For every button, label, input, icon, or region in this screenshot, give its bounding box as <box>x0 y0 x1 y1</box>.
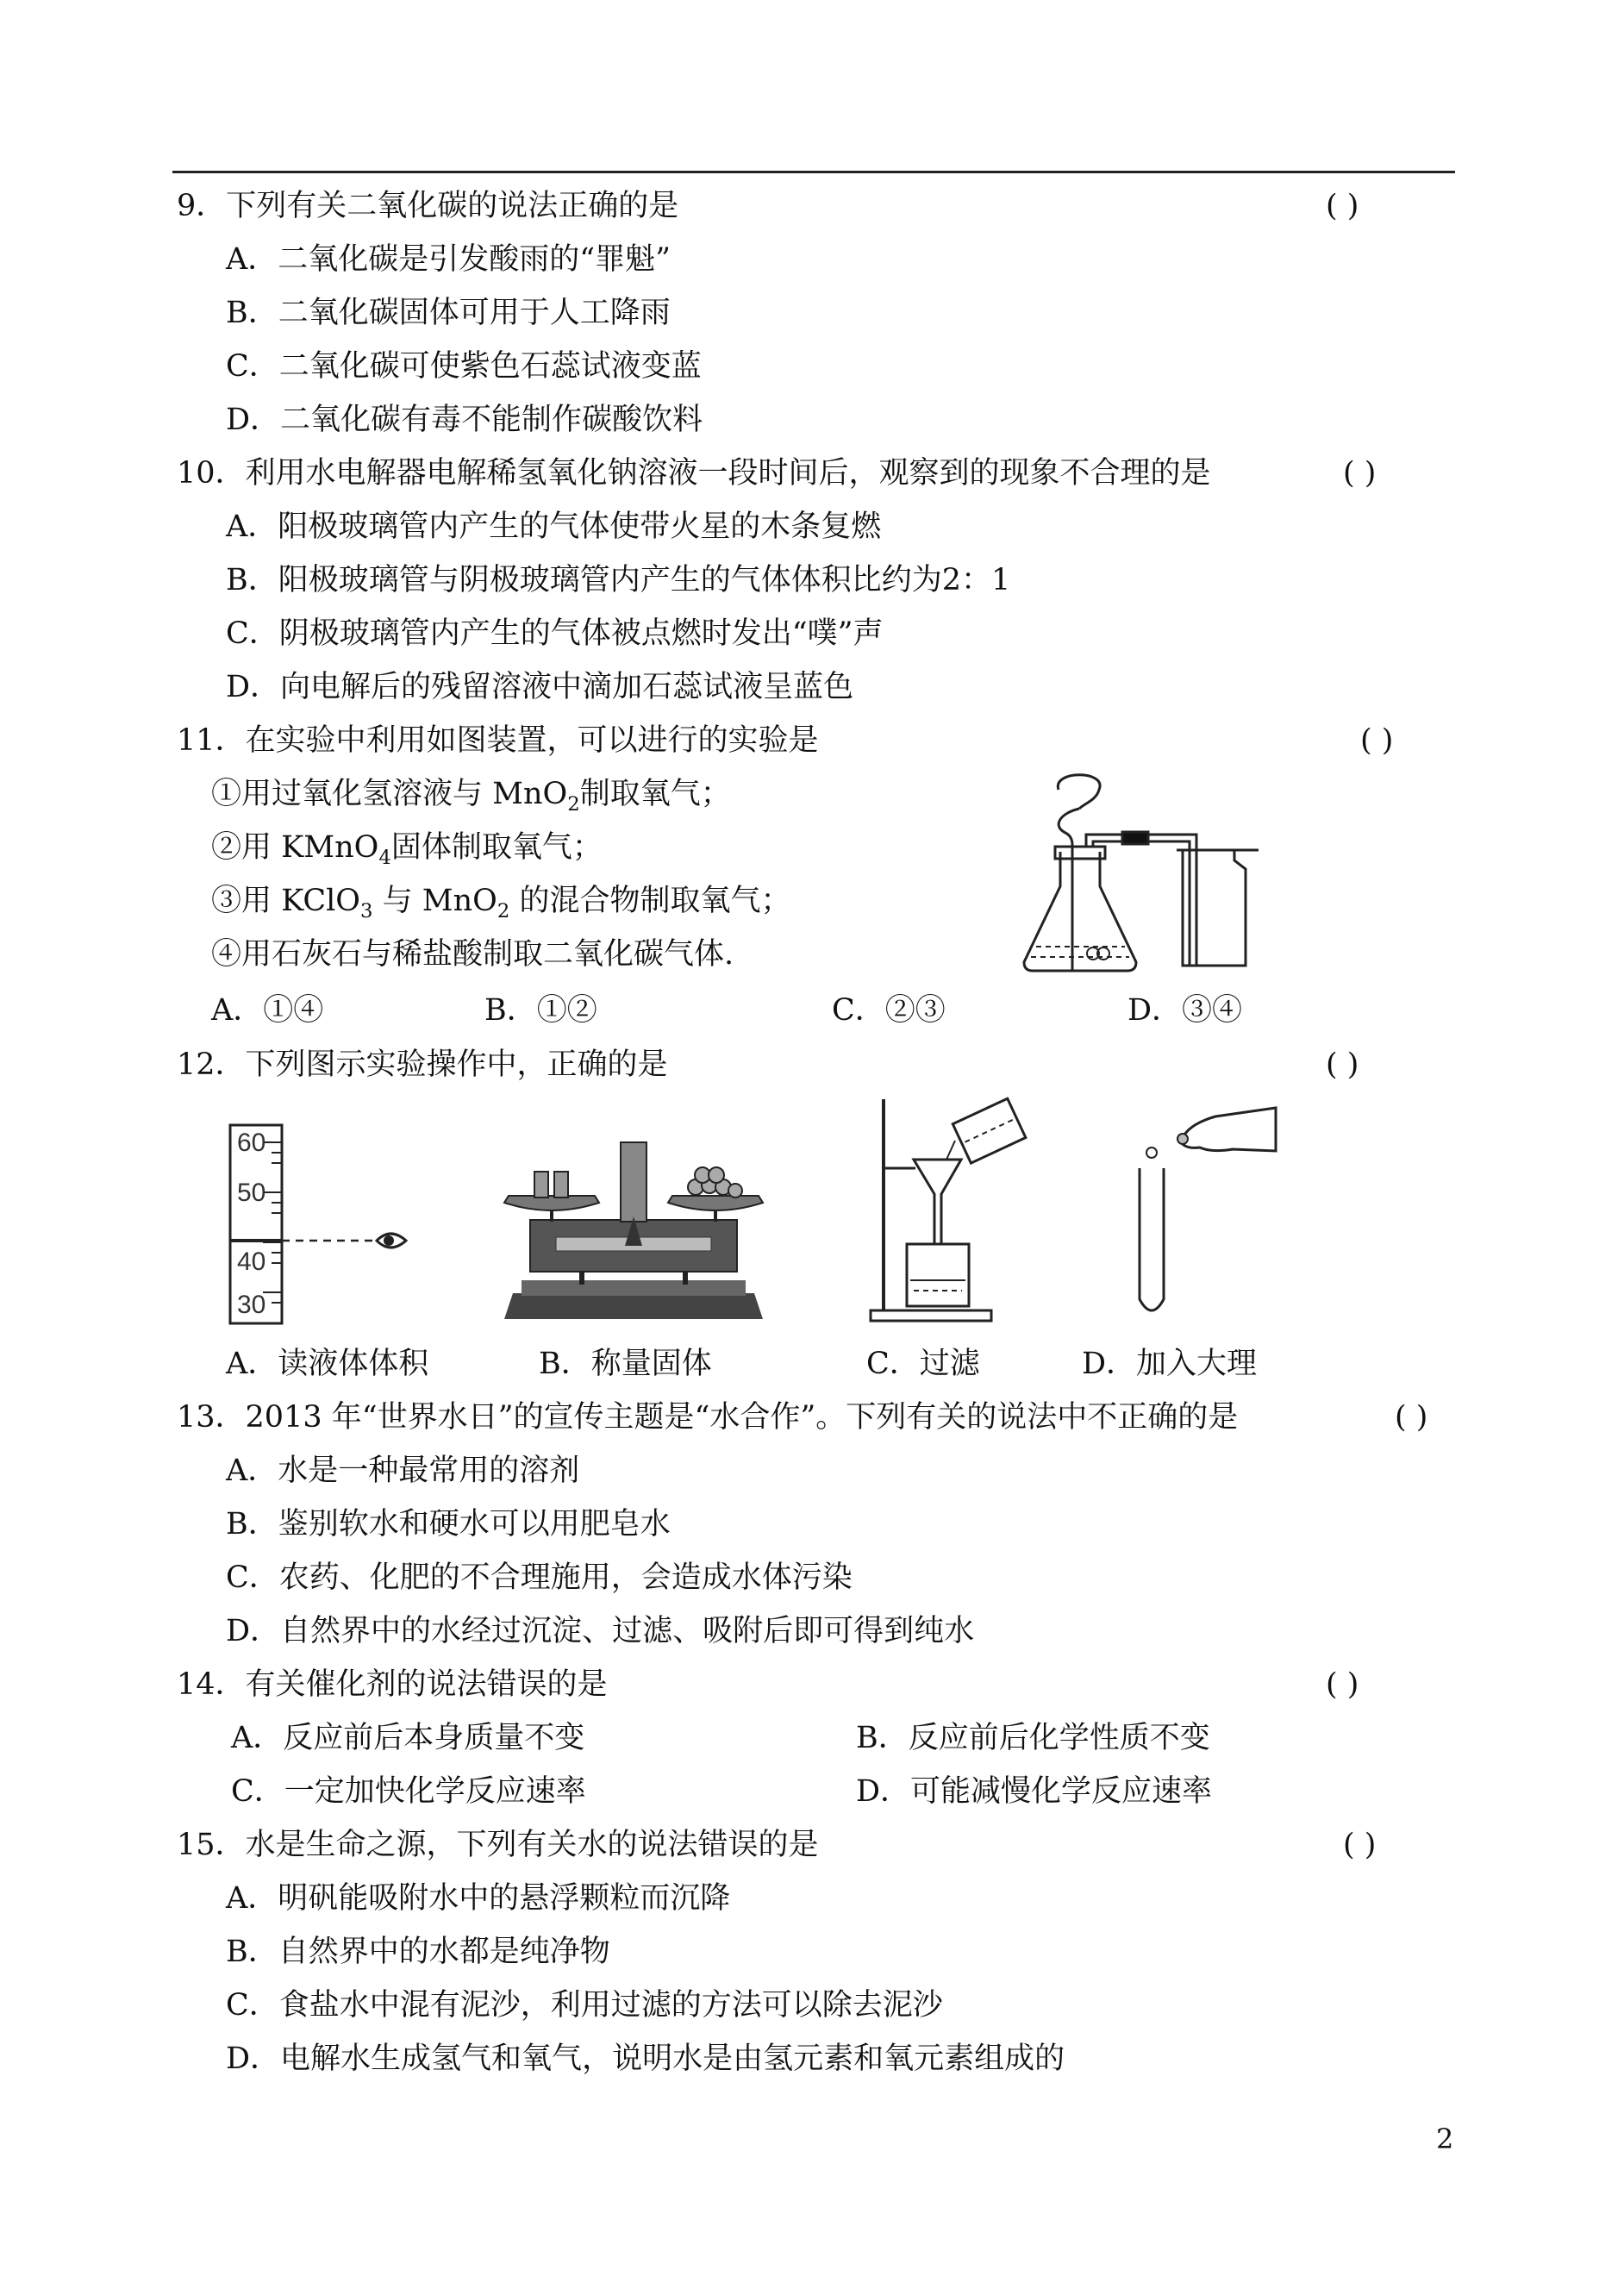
q13-option-a: A．水是一种最常用的溶剂 <box>226 1454 580 1488</box>
q10-option-c: C．阴极玻璃管内产生的气体被点燃时发出“噗”声 <box>226 616 884 651</box>
q11-option-d: D．③④ <box>1127 993 1243 1028</box>
q12-option-d: D．加入大理 <box>1082 1347 1258 1381</box>
q14-option-c: C．一定加快化学反应速率 <box>231 1774 586 1809</box>
q9-option-d: D．二氧化碳有毒不能制作碳酸饮料 <box>226 403 703 437</box>
cylinder-tick-label: 60 <box>237 1129 266 1157</box>
q14-option-d: D．可能减慢化学反应速率 <box>856 1774 1213 1809</box>
q14-stem: 14．有关催化剂的说法错误的是 <box>177 1667 608 1702</box>
page-number: 2 <box>1436 2123 1454 2155</box>
q14-answer-bracket: ( ) <box>1326 1667 1359 1702</box>
q11-option-c: C．②③ <box>832 993 946 1028</box>
q13-option-c: C．农药、化肥的不合理施用，会造成水体污染 <box>226 1560 853 1595</box>
q14-option-a: A．反应前后本身质量不变 <box>231 1721 585 1755</box>
q11-stem: 11．在实验中利用如图装置，可以进行的实验是 <box>177 723 819 758</box>
q10-stem: 10．利用水电解器电解稀氢氧化钠溶液一段时间后，观察到的现象不合理的是 <box>177 456 1211 491</box>
q9-option-c: C．二氧化碳可使紫色石蕊试液变蓝 <box>226 349 702 384</box>
q15-option-b: B．自然界中的水都是纯净物 <box>226 1935 610 1969</box>
q15-option-d: D．电解水生成氢气和氧气，说明水是由氢元素和氧元素组成的 <box>226 2042 1065 2076</box>
q13-option-d: D．自然界中的水经过沉淀、过滤、吸附后即可得到纯水 <box>226 1614 975 1648</box>
q10-option-a: A．阳极玻璃管内产生的气体使带火星的木条复燃 <box>226 510 882 544</box>
q13-answer-bracket: ( ) <box>1395 1400 1428 1435</box>
q9-option-b: B．二氧化碳固体可用于人工降雨 <box>226 296 671 330</box>
cylinder-tick-label: 30 <box>237 1291 266 1319</box>
q14-option-b: B．反应前后化学性质不变 <box>856 1721 1210 1755</box>
q12-option-b: B．称量固体 <box>539 1347 712 1381</box>
q9-option-a: A．二氧化碳是引发酸雨的“罪魁” <box>226 242 671 277</box>
q12-option-a: A．读液体体积 <box>226 1347 429 1381</box>
q15-stem: 15．水是生命之源，下列有关水的说法错误的是 <box>177 1828 819 1862</box>
q11-answer-bracket: ( ) <box>1360 723 1394 758</box>
q9-stem: 9．下列有关二氧化碳的说法正确的是 <box>177 189 679 223</box>
q11-item-4: ④用石灰石与稀盐酸制取二氧化碳气体. <box>211 937 734 972</box>
q15-option-c: C．食盐水中混有泥沙，利用过滤的方法可以除去泥沙 <box>226 1988 943 2023</box>
q12-stem: 12．下列图示实验操作中，正确的是 <box>177 1047 668 1082</box>
q15-option-a: A．明矾能吸附水中的悬浮颗粒而沉降 <box>226 1881 731 1916</box>
q10-answer-bracket: ( ) <box>1343 456 1377 491</box>
q12-answer-bracket: ( ) <box>1326 1047 1359 1082</box>
q11-option-b: B．①② <box>484 993 597 1028</box>
test-tube-figure <box>1129 1099 1284 1323</box>
cylinder-tick-label: 50 <box>237 1179 266 1207</box>
filtration-setup-figure <box>862 1099 1034 1323</box>
cylinder-tick-label: 40 <box>237 1248 266 1276</box>
graduated-cylinder-figure <box>220 1125 427 1323</box>
gas-generation-apparatus-figure <box>1017 766 1276 981</box>
q11-item-1: ①用过氧化氢溶液与 MnO$_2$制取氧气； <box>211 777 731 816</box>
q11-option-a: A．①④ <box>211 993 324 1028</box>
q9-answer-bracket: ( ) <box>1326 189 1359 223</box>
q15-answer-bracket: ( ) <box>1343 1828 1377 1862</box>
q13-option-b: B．鉴别软水和硬水可以用肥皂水 <box>226 1507 671 1541</box>
header-rule <box>172 171 1455 173</box>
q12-option-c: C．过滤 <box>866 1347 980 1381</box>
balance-scale-figure <box>496 1142 771 1323</box>
q13-stem: 13．2013 年“世界水日”的宣传主题是“水合作”。下列有关的说法中不正确的是 <box>177 1400 1239 1435</box>
q11-item-2: ②用 KMnO$_4$固体制取氧气； <box>211 830 603 869</box>
q10-option-d: D．向电解后的残留溶液中滴加石蕊试液呈蓝色 <box>226 670 854 704</box>
q11-item-3: ③用 KClO$_3$ 与 MnO$_2$ 的混合物制取氧气； <box>211 884 791 922</box>
q10-option-b: B．阳极玻璃管与阴极玻璃管内产生的气体体积比约为2：1 <box>226 563 1011 597</box>
